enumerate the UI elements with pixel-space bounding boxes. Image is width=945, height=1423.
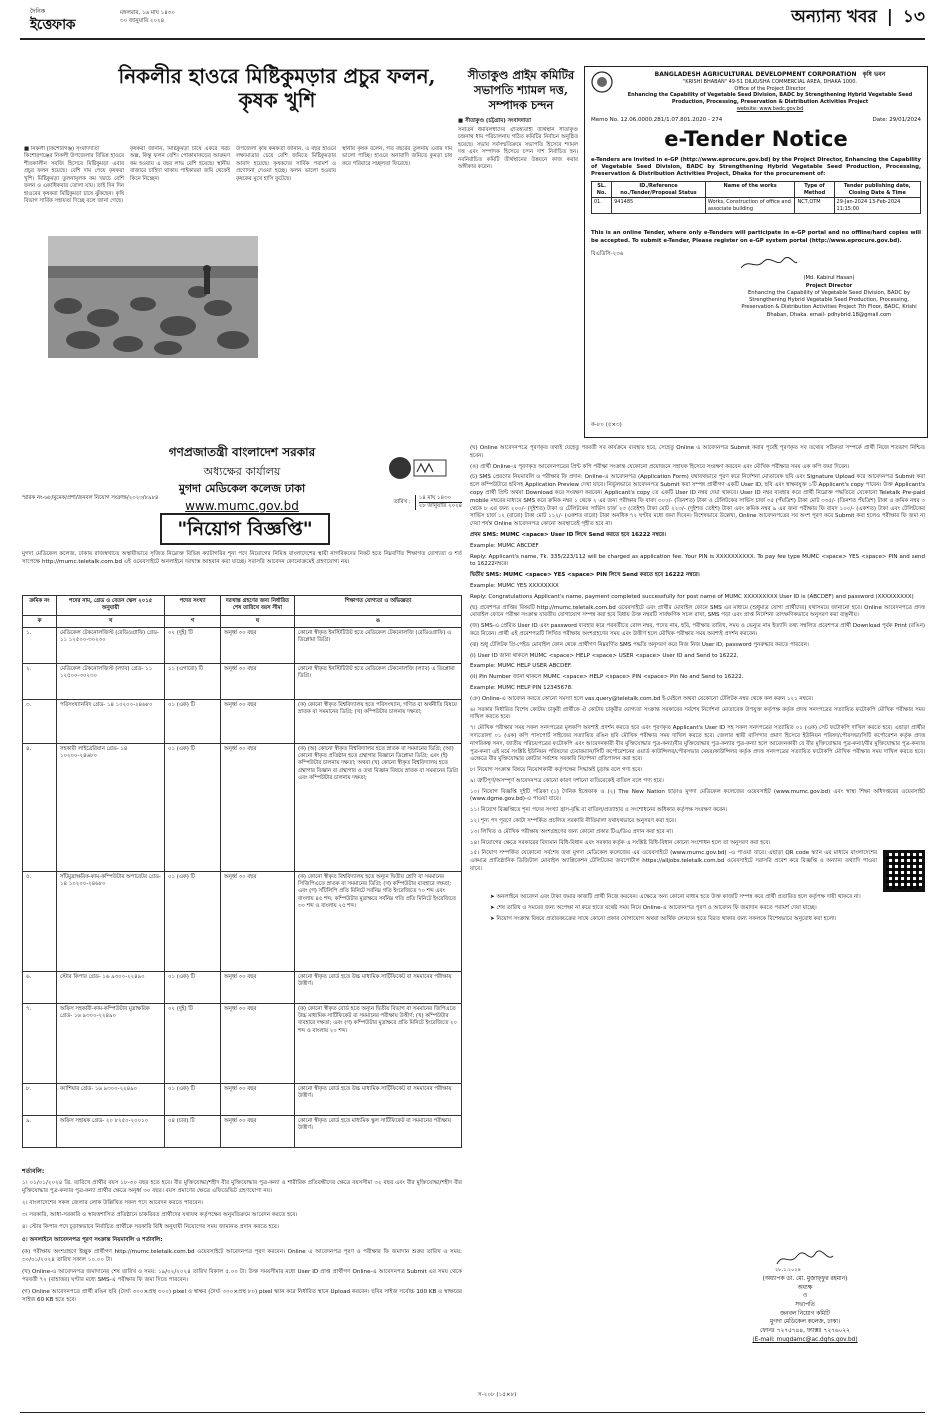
instruction-para: Example: MUMC HELP PIN 12345678. <box>470 684 573 691</box>
gov-line-1: গণপ্রজাতন্ত্রী বাংলাদেশ সরকার <box>168 445 316 459</box>
instruction-para: (ঞ) Online-এ আবেদন করতে কোনো সমস্যা হলে vas.query@teletalk.com.bd ই-মেইলে অথবা যেকোনো টেলিটক নম্বর থেকে কল করুন ১২১ নম্বরে। <box>470 695 814 702</box>
tender-signer: (Md. Kabirul Hasan) <box>803 275 855 282</box>
gov-date-en: ২৮ জানুয়ারি ২০২৪ <box>418 503 462 510</box>
tender-note: This is an online Tender, where only e-Tenders will participate in e-GP portal and no offline/hard copies will be accepted. To submit e-Tender, Please register on e-GP system portal (http://www.eprocure.gov.bd). <box>591 230 921 244</box>
tender-intro: e-Tenders are invited in e-GP (http://www.eprocure.gov.bd) by the Project Director, Enhancing the Capability of Vegetable Seed Division, BADC by Strengthening Hybrid Vegetable Seed Production, Processing, Preservation & Distribution Activities Project, Dhaka for the procurement of: <box>591 156 921 177</box>
instruction-para: Reply: Applicant's name, Tk. 335/223/112 will be charged as application fee. Your PIN is XXXXXXXXXX. To pay fee type MUMC <space> YES <space> PIN and send to 16222নম্বরে। <box>470 553 925 568</box>
instruction-para: Example: MUMC HELP USER ABCDEF. <box>470 663 572 670</box>
conditions-title: শর্তাবলি: <box>22 1168 45 1175</box>
conditions <box>22 1168 462 1304</box>
notice-title: "নিয়োগ বিজ্ঞপ্তি" <box>160 513 330 545</box>
instruction-para: ৯। ত্রুটিপূর্ণ/অসম্পূর্ণ আবেদনপত্র কোনো কারণ দর্শানো ব্যতিরেকেই বাতিল বলে গণ্য হবে। <box>470 777 664 784</box>
newspaper-logo <box>30 8 100 36</box>
logo-main: ইত্তেফাক <box>30 16 76 33</box>
story-headline: নিকলীর হাওরে মিষ্টিকুমড়ার প্রচুর ফলন, কৃষক খুশি <box>118 64 436 113</box>
tender-org: BANGLADESH AGRICULTURAL DEVELOPMENT CORPORATION কৃষি ভবন <box>654 71 886 78</box>
tender-header: Type of Method <box>795 182 834 198</box>
instruction-para: (চ) SMS প্রেরণের নিয়মাবলি ও পরীক্ষার ফি প্রদান: Online-এ আবেদনপত্র (Application Form) যথাযথভাবে পূরণ করে নির্দেশনা মোতাবেক ছবি এবং Signature Upload করে আবেদনপত্র Submit করা হলে কম্পিউটারে ছবিসহ Application Preview দেখা যাবে। নির্ভুলভাবে আবেদনপত্র Submit করা সম্পন্ন প্রার্থীগণ একটি User ID, ছবি এবং স্বাক্ষরযুক্ত ১টি Applicant's copy পাবেন। উক্ত Applicant's copy প্রার্থী প্রিন্ট অথবা Download করে সংরক্ষণ করবেন। Applicant's copy তে একটি User ID নম্বর দেয়া থাকবে। User ID নম্বর ব্যবহার করে প্রার্থী নিম্নোক্ত পদ্ধতিতে যেকোনো Teletalk Pre-paid mobile নম্বরের মাধ্যমে SMS করে ক্রমিক নম্বর ১ থেকে ২ এর জন্য পরীক্ষার ফি বাবদ ৩০০/- (তিনশত) টাকা ও টেলিটকের সার্ভিস চার্জ ৩৫ (পঁয়ত্রিশ) টাকা মোট ৩৩৫/- (তিনশত পঁয়ত্রিশ) টাকা ও ক্রমিক নম্বর ৩ থেকে ৮ এর জন্য ২০০/- (দুইশত) টাকা ও টেলিটকের সার্ভিস চার্জ ২৩ (তেইশ) টাকা মোট ২২৩/- (দুইশত তেইশ) টাকা এবং ক্রমিক নম্বর ৯ এর জন্য পরীক্ষার ফি বাবদ ১০০/- (একশত) টাকা এবং টেলিটকের সার্ভিস চার্জ ১২ (বারো) টাকা মোট ১১২/- (একশত বারো) টাকা অনধিক ৭২ ঘণ্টার মধ্যে জমা দিবেন। বিশেষভাবে উল্লেখ্য, Online আবেদনপত্রের সব অংশ পূরণ করে Submit করা হলেও পরীক্ষার ফি জমা না দেয়া পর্যন্ত Online আবেদনপত্র কোনো অবস্থাতেই গৃহীত হবে না। <box>470 474 925 528</box>
instruction-para: ৭। মৌখিক পরীক্ষার সময় সকল সনদপত্রের মূলকপি অবশ্যই প্রদর্শন করতে হবে এবং পূরণকৃত Applicant's User ID সহ সকল সনদপত্রের সত্যায়িত ০১ (এক) সেট ফটোকপি দাখিল করতে হবে। এছাড়া প্রার্থীর সদ্যতোলা ০১ (এক) কপি পাসপোর্ট সাইজের সত্যায়িত রঙিন ছবি মৌখিক পরীক্ষার সময় দাখিল করতে হবে। জেলার স্থায়ী বাসিন্দার প্রমাণ হিসেবে ইউনিয়ন পরিষদ/পৌরসভা/সিটি কর্পোরেশন কর্তৃক প্রদত্ত নাগরিকত্ব সনদ, জাতীয় পরিচয়পত্রের ফটোকপি এবং আবেদনকারী বীর মুক্তিযোদ্ধার পুত্র-কন্যা/বীর মুক্তিযোদ্ধার পুত্র-কন্যার পুত্র-কন্যা হলে আবেদনকারী যে বীর মুক্তিযোদ্ধার পুত্র-কন্যা/বীর মুক্তিযোদ্ধার পুত্র-কন্যার পুত্র-কন্যা এই মর্মে সংশ্লিষ্ট ইউনিয়ন পরিষদের চেয়ারম্যান/সিটি কর্পোরেশনের ওয়ার্ড কাউন্সিলর/পৌরসভার মেয়র/কাউন্সিলর কর্তৃক প্রদত্ত সনদপত্রের সত্যায়িত ফটোকপি মৌখিক পরীক্ষার সময় দাখিল করতে হবে। এক্ষেত্রে বীর মুক্তিযোদ্ধার কোটার সর্বশেষ সরকারি নির্দেশনা প্রতিপালন করা হবে। <box>470 725 925 763</box>
table-row: ৬. স্টোর কিপার গ্রেড- ১৬ ৯৩০০-২২৪৯০ ০১ (এক) টি অনূর্ধ্ব ৩০ বছর কোনো স্বীকৃত বোর্ড হতে উচ্চ মাধ্যমিক সার্টিফিকেট বা সমমানের পরীক্ষায় উত্তীর্ণ। <box>23 971 462 1003</box>
instruction-para: (ii) Pin Number জানা থাকলে MUMC <space> HELP <space> PIN <space> Pin No and Send to 16222. <box>470 674 744 681</box>
table-row: ২. মেডিকেল টেকনোলজিস্ট (ল্যাব) গ্রেড- ১১ ১২৫০০-৩০২৩০ ১১ (এগারো) টি অনূর্ধ্ব ৩০ বছর কোনো স্বীকৃত ইনস্টিটিউট হতে মেডিকেল টেকনোলজি (ল্যাব) এ ডিপ্লোমা ডিগ্রি। <box>23 663 462 699</box>
tender-date: Date: 29/01/2024 <box>872 116 921 123</box>
table-row: ৮. ক্যাশিয়ার গ্রেড- ১৬ ৯৩০০-২২৪৯০ ০১ (এক) টি অনূর্ধ্ব ৩০ বছর কোনো স্বীকৃত বোর্ড হতে উচ্চ মাধ্যমিক সার্টিফিকেট বা সমমানের পরীক্ষায় উত্তীর্ণ। <box>23 1083 462 1115</box>
list-item: ➤ অনলাইনে আবেদন এবং টাকা জমার কাজটি প্রার্থী নিজে করবেন। এক্ষেত্রে অন্য কোনো মাধ্যম হতে উক্ত কাজটি সম্পন্ন করে প্রার্থী প্রতারিত হলে কর্তৃপক্ষ দায়ী থাকবে না। <box>490 894 861 901</box>
instruction-para: (i) User ID জানা থাকলে MUMC <space> HELP <space> USER <space> User ID and Send to 16222. <box>470 652 739 659</box>
instruction-para: প্রথম SMS: MUMC <space> User ID লিখে Send করতে হবে 16222 নম্বরে। <box>470 531 667 538</box>
instruction-para: ১৩। লিখিত ও মৌখিক পরীক্ষায় অংশগ্রহণের জন্য কোনো প্রকার টিএ/ডিএ প্রদান করা হবে না। <box>470 828 674 835</box>
side-body: সনাতন ধর্মাবলম্বীদের ঐতিহ্যবাহী তীর্থস্থান সীতাকুণ্ড চন্দ্রনাথ ধাম পরিচালনায় গঠিত কমিটির নির্বাচন অনুষ্ঠিত হয়েছে। সভায় সর্বসম্মতিক্রমে সভাপতি হিসেবে শ্যামল দত্ত এবং সম্পাদক হিসেবে চন্দন দাশ নির্বাচিত হন। নবনির্বাচিত কমিটি তীর্থস্থানের উন্নয়নে কাজ করার অঙ্গীকার করেন। <box>458 127 578 171</box>
tender-header: SL. No. <box>592 182 612 198</box>
mujib-logo-icon <box>388 452 448 488</box>
instruction-para: Example: MUMC YES XXXXXXXX <box>470 582 559 589</box>
instructions-column <box>470 445 925 924</box>
instruction-para: (ছ) প্রবেশপত্র প্রাপ্তির বিষয়টি http://mumc.teletalk.com.bd ওয়েবসাইটে এবং প্রার্থীর মোবাইল ফোনে SMS এর মাধ্যমে (শুধুমাত্র যোগ্য প্রার্থীদের) যথাসময়ে জানানো হবে। Online আবেদনপত্রে প্রদত্ত মোবাইল ফোনে পরীক্ষা সংক্রান্ত যাবতীয় যোগাযোগ সম্পন্ন করা হবে বিধায় উক্ত নম্বরটি সার্বক্ষণিক সচল রাখা, SMS পড়া এবং প্রাপ্ত নির্দেশনা তাৎক্ষণিকভাবে অনুসরণ করা বাঞ্ছনীয়। <box>470 604 925 619</box>
side-headline: সীতাকুণ্ড প্রাইম কমিটির সভাপতি শ্যামল দত্ত, সম্পাদক চন্দন <box>467 68 575 112</box>
tender-signer-title: Project Director <box>805 282 853 289</box>
tender-header: Name of the works <box>705 182 795 198</box>
tender-signer-detail: Enhancing the Capability of Vegetable Seed Division, BADC by Strengthening Hybrid Vegetable Seed Production, Processing, Preservation & Distribution Activities Project 7th Floor, BADC, Krishi Bhaban, Dhaka. email- pdhybrid.18@gmail.com <box>741 289 917 318</box>
jobs-header: ক্রমিক নং <box>23 596 57 616</box>
jobs-header: শিক্ষাগত যোগ্যতা ও অভিজ্ঞতা <box>295 596 462 616</box>
tender-signer-block <box>739 275 919 319</box>
signature-icon <box>775 1248 835 1268</box>
tender-address: "KRISHI BHABAN" 49-51 DILKUSHA COMMERCIAL AREA, DHAKA 1000. <box>683 78 857 85</box>
jobs-header: দরখাস্ত গ্রহণের জন্য নির্ধারিত শেষ তারিখে বয়স সীমা <box>221 596 295 616</box>
instruction-para: ১৪। নিয়োগের ক্ষেত্রে সরকারের বিদ্যমান বিধি-বিধান এবং সরকার কর্তৃক এ সংশ্লিষ্ট বিধি-বিধান কোনো সংশোধন হলে তা অনুসরণ করা হবে। <box>470 839 771 846</box>
instruction-para: ১২। শূন্য পদ পূরণে কোটা সম্পর্কিত প্রচলিত সরকারি নীতিমালা যথাযথভাবে অনুসরণ করা হবে। <box>470 818 677 825</box>
jobs-table <box>22 595 462 1148</box>
tender-memo-row <box>591 117 921 124</box>
side-dateline: ■ সীতাকুণ্ড (চট্টগ্রাম) সংবাদদাতা <box>458 118 531 124</box>
instruction-para: দ্বিতীয় SMS: MUMC <space> YES <space> PIN লিখে Send করতে হবে 16222 নম্বরে। <box>470 572 700 579</box>
table-row: ৭. অফিস সহকারী-কাম-কম্পিউটার মুদ্রাক্ষরিক গ্রেড- ১৬ ৯৩০০-২২৪৯০ ০২ (দুই) টি অনূর্ধ্ব ৩০ বছর (ক) কোনো স্বীকৃত বোর্ড হতে অন্যূন দ্বিতীয় বিভাগ বা সমমানের জিপিএতে উচ্চ মাধ্যমিক সার্টিফিকেট বা সমমানের পরীক্ষায় উত্তীর্ণ; (খ) কম্পিউটার ব্যবহারে দক্ষতা; এবং (গ) কম্পিউটার মুদ্রাক্ষরে প্রতি মিনিটে ইংরেজিতে ২০ শব্দ ও বাংলায় ২০ শব্দ। <box>23 1003 462 1083</box>
principal-signer-block: (অধ্যাপক ডা. মো. মুজাফ্ফুর রহমান) অধ্যক্ষ ও সভাপতি জনবল নিয়োগ কমিটি মুগদা মেডিকেল কলেজ, ঢাকা। ফোনঃ ৭২৭৫৭৪৪, ফ্যাক্সঃ ৭২৭৬০২২ (E-mail: mugdamc@ac.dghs.gov.bd) <box>690 1275 920 1345</box>
condition-item: ৫। অনলাইনে আবেদনপত্র পূরণ সংক্রান্ত নিয়মাবলি ও শর্তাবলি: <box>22 1236 163 1243</box>
mujib-100-logo <box>388 452 448 488</box>
contact-phone: ফোনঃ ৭২৭৫৭৪৪, ফ্যাক্সঃ ৭২৭৬০২২ <box>760 1328 850 1335</box>
logo-top: দৈনিক <box>30 8 46 15</box>
principal-signature <box>775 1248 855 1274</box>
signature-icon <box>739 256 799 272</box>
page-number: ১৩ <box>902 7 925 27</box>
table-row: ৫. সাঁটমুদ্রাক্ষরিক-কাম-কম্পিউটার অপারেটর গ্রেড- ১৪ ১০২০০-২৪৬৮০ ০১ (এক) টি অনূর্ধ্ব ৩০ বছর (ক) কোনো স্বীকৃত বিশ্ববিদ্যালয় হতে অন্যূন দ্বিতীয় শ্রেণি বা সমমানের সিজিপিএতে স্নাতক বা সমমানের ডিগ্রি; (খ) কম্পিউটার ব্যবহারে দক্ষতা; এবং (গ) সাঁটলিপি প্রতি মিনিটে সর্বনিম্ন গতি ইংরেজিতে ৭০ শব্দ এবং বাংলায় ৪৫ শব্দ; কম্পিউটার মুদ্রাক্ষরে সর্বনিম্ন গতি প্রতি মিনিটে ইংরেজিতে ৩০ শব্দ ও বাংলায় ২৫ শব্দ। <box>23 871 462 971</box>
instruction-para: (জ) SMS-এ প্রেরিত User ID এবং password ব্যবহার করে পরবর্তীতে রোল নম্বর, পদের নাম, ছবি, পরীক্ষার তারিখ, সময় ও ভেন্যুর নাম ইত্যাদি তথ্য সম্বলিত প্রবেশপত্র প্রার্থী Download পূর্বক Print (রঙিন) করে নিবেন। প্রার্থী এই প্রবেশপত্রটি লিখিত পরীক্ষায় অংশগ্রহণের সময় এবং উত্তীর্ণ হলে মৌখিক পরীক্ষার সময় অবশ্যই প্রদর্শন করবেন। <box>470 623 925 637</box>
list-item: ➤ শেষ তারিখ ও সময়ের জন্য অপেক্ষা না করে হাতে যথেষ্ট সময় নিয়ে Online-এ আবেদনপত্র পূরণ ও আবেদন ফি জমাদান করতে পরামর্শ দেয়া যাচ্ছে। <box>490 905 817 912</box>
instruction-para: (ঘ) Online আবেদনপত্রে পূরণকৃত তথ্যই যেহেতু পরবর্তী সব কার্যক্রমে ব্যবহৃত হবে, সেহেতু Online এ আবেদনপত্র Submit করার পূর্বেই পূরণকৃত সব তথ্যের সঠিকতা সম্পর্কে প্রার্থী নিজে শতভাগ নিশ্চিত হবেন। <box>470 445 925 459</box>
instruction-para: ১০। নিয়োগ বিজ্ঞপ্তি দুইটি পত্রিকা (১) দৈনিক ইত্তেফাক ও (২) The New Nation ছাড়াও মুগদা মেডিকেল কলেজের ওয়েবসাইট (www.mumc.gov.bd) এবং স্বাস্থ্য শিক্ষা অধিদপ্তরের ওয়েবসাইট (www.dgme.gov.bd)-এ পাওয়া যাবে। <box>470 788 925 803</box>
contact-email[interactable]: (E-mail: mugdamc@ac.dghs.gov.bd) <box>752 1336 858 1343</box>
table-row: ৪. সহকারী লাইব্রেরিয়ান গ্রেড- ১৪ ১০২০০-২৪৬৮০ ০১ (এক) টি অনূর্ধ্ব ৩০ বছর (ক) (অ) কোনো স্বীকৃত বিশ্ববিদ্যালয় হতে স্নাতক বা সমমানের ডিগ্রি; (আ) কোনো স্বীকৃত প্রতিষ্ঠান হতে গ্রন্থাগার বিজ্ঞানে ডিপ্লোমা ডিগ্রি; এবং (ই) কম্পিউটার চালনায় দক্ষতা; অথবা (খ) কোনো স্বীকৃত বিশ্ববিদ্যালয় হতে গ্রন্থাগার বিজ্ঞান বা গ্রন্থাগার ও তথ্য বিজ্ঞান বিষয়ে স্নাতক বা সমমানের ডিগ্রি এবং কম্পিউটার চালনায় দক্ষতা; <box>23 743 462 871</box>
section-name: অন্যান্য খবর <box>791 7 877 27</box>
bottom-rule <box>20 1412 925 1413</box>
gov-intro: মুগদা মেডিকেল কলেজ, ঢাকায় রাজস্বখাতে অস্থায়ীভাবে সৃজিত নিম্নোক্ত বিভিন্ন ক্যাটাগরির শূন্য পদে নিয়োগের নিমিত্ত বাংলাদেশের স্থায়ী নাগরিকদের নিকট হতে নিম্নবর্ণিত শিক্ষাগত যোগ্যতা ও শর্ত সাপেক্ষে http://mumc.teletalk.com.bd এই ওয়েবসাইটে অনলাইনে দরখাস্ত আহবান করা যাচ্ছে। সরাসরি আবেদন কোনোক্রমেই গ্রহণযোগ্য নয়। <box>22 551 462 566</box>
gov-date-bn: ১৪ মাঘ ১৪৩০ <box>419 495 462 503</box>
instruction-para: (ঝ) শুধু টেলিটক প্রি-পেইড মোবাইল ফোন থেকে প্রার্থীগণ নিম্নবর্ণিত SMS পদ্ধতি অনুসরণ করে নিজ নিজ User ID, password পুনরুদ্ধার করতে পারবেন। <box>470 641 809 648</box>
instruction-para: Example: MUMC ABCDEF <box>470 542 539 549</box>
tender-project: Enhancing the Capability of Vegetable Seed Division, BADC by Strengthening Hybrid Vegetable Seed Production, Processing, Preservation & Distribution Activities Project <box>627 92 913 106</box>
jobs-letter-row: ক খ গ ঘ ঙ <box>23 615 462 627</box>
condition-item: ১। ০১/০১/২০২৪ খ্রি. তারিখে প্রার্থীর বয়স ১৮-৩০ বছর হতে হবে। বীর মুক্তিযোদ্ধা/শহীদ বীর মুক্তিযোদ্ধার পুত্র-কন্যা ও শারীরিক প্রতিবন্ধীদের ক্ষেত্রে বয়সসীমা ৩২ বছর এবং বীর মুক্তিযোদ্ধা/শহীদ বীর মুক্তিযোদ্ধার পুত্র-কন্যার পুত্র-কন্যা প্রার্থীর ক্ষেত্রে অনূর্ধ্ব ৩০ বছর। বয়স প্রমাণের ক্ষেত্রে এফিডেভিট গ্রহণযোগ্য নয়। <box>22 1179 462 1195</box>
header-date: মঙ্গলবার, ১৬ মাঘ ১৪৩০ ৩০ জানুয়ারি ২০২৪ <box>120 10 175 24</box>
tender-memo: Memo No. 12.06.0000.281/1.07.801.2020 - 274 <box>591 116 723 123</box>
condition-item: (খ) Online-এ আবেদনপত্র জমাদানের শেষ তারিখ ও সময়: ১৯/০২/২০২৪ তারিখ বিকাল ৫.০০ টা। উক্ত সময়সীমার মধ্যে User ID প্রাপ্ত প্রার্থীগণ Online-এ আবেদনপত্র Submit এর সময় থেকে পরবর্তী ৭২ (বাহাত্তর) ঘণ্টার মধ্যে SMS-এ পরীক্ষার ফি জমা দিতে পারবেন। <box>22 1268 462 1283</box>
condition-item: ২। বাংলাদেশের সকল জেলার লোক উল্লিখিত সকল পদে আবেদন করতে পারবেন। <box>22 1200 204 1207</box>
instruction-para: (ঙ) প্রার্থী Online-এ পূরণকৃত আবেদনপত্রের প্রিন্ট কপি পরীক্ষা সংক্রান্ত যেকোনো প্রয়োজনে সহায়ক হিসেবে সংরক্ষণ করবেন এবং মৌখিক পরীক্ষার সময় এক কপি জমা দিবেন। <box>470 463 850 470</box>
tender-website: website: www.badc.gov.bd <box>736 105 804 112</box>
table-row: ৩. পরিসংখ্যানবিদ গ্রেড- ১৪ ১০২০০-২৪৬৮০ ০১ (এক) টি অনূর্ধ্ব ৩০ বছর (ক) কোনো স্বীকৃত বিশ্ববিদ্যালয় হতে পরিসংখ্যান, গণিত বা অর্থনীতি বিষয়ে স্নাতক বা সমমানের ডিগ্রি; (খ) কম্পিউটার চালনায় দক্ষতা; <box>23 699 462 743</box>
condition-item: ৪। স্টোর কিপার পদে চূড়ান্তভাবে নির্বাচিত প্রার্থীকে সরকারি বিধি অনুযায়ী নিয়োগের সময় জামানত প্রদান করতে হবে। <box>22 1224 279 1231</box>
section-title: অন্যান্য খবর | ১৩ <box>791 7 925 27</box>
gov-memo: স্মারক নং-৬৮/মুমেক/প্রশা/জনবল নিয়োগ সংক্রান্ত/২০২৩/৮৯৮৪ <box>22 495 159 501</box>
gov-line-2: অধ্যক্ষের কার্যালয় <box>203 464 281 478</box>
tender-gd: বিএডিসি-২৩৬ <box>591 250 624 257</box>
instruction-para: ৬। সরকার নির্ধারিত বিশেষ কোটায় চাকুরী প্রার্থীকে ঐ কোটায় চাকুরীর যোগ্যতা সংক্রান্ত সরকারের সর্বশেষ নির্দেশনা মোতাবেক উপযুক্ত কর্তৃপক্ষ কর্তৃক প্রদত্ত সনদপত্রের সত্যায়িত ফটোকপি মৌখিক পরীক্ষার সময় দাখিল করতে হবে। <box>470 706 925 721</box>
condition-item: (গ) Online আবেদনপত্রে প্রার্থী রঙিন ছবি (দৈর্ঘ্য ৩০০×প্রস্থ ৩০০) pixel ও স্বাক্ষর (দৈর্ঘ্য ৩০০×প্রস্থ ৮০) pixel স্ক্যান করে নির্ধারিত স্থানে Upload করবেন। ছবির সাইজ সর্বোচ্চ 100 KB ও স্বাক্ষরের সাইজ 60 KB হতে হবে। <box>22 1289 462 1304</box>
signer-name: (অধ্যাপক ডা. মো. মুজাফ্ফুর রহমান) <box>762 1276 848 1282</box>
story-col-3: উপজেলা কৃষি কর্মকর্তা জানান, এ বছর হাওরে লক্ষ্যমাত্রার চেয়ে বেশি জমিতে মিষ্টিকুমড়ার আবাদ হয়েছে। কৃষকদের সার্বিক পরামর্শ ও প্রণোদনা দেওয়া হচ্ছে। ফলন ভালো হওয়ায় কৃষকের মুখে হাসি ফুটেছে। <box>236 146 336 182</box>
tender-code: ক-৮০ (৫×৩) <box>591 421 622 428</box>
story-col-4: স্থানীয় কৃষক বলেন, গত বছরের তুলনায় এবার দাম ভালো পাচ্ছি। হাওরে অনাবাদি জমিতে কুমড়া চাষ করে পরিবারে সচ্ছলতা ফিরেছে। <box>342 146 452 167</box>
signature-date: ২৮.১.২০২৪ <box>775 1267 801 1274</box>
story-col-1: ■ নিকলী (কিশোরগঞ্জ) সংবাদদাতা কিশোরগঞ্জের নিকলী উপজেলার বিভিন্ন হাওরে শীতকালীন সবজি হিসেবে মিষ্টিকুমড়া এবার প্রচুর ফলন হয়েছে। বেশি দাম পেয়ে কৃষকরা খুশি। মিষ্টিকুমড়া তুলনামূলক কম খরচে বেশি ফলন ও একাধিকবার তোলা যায়। তাই দিন দিন হাওরের কৃষকরা মিষ্টিকুমড়া চাষে ঝুঁকছেন। কৃষি বিভাগ সার্বিক সহায়তা দিচ্ছে বলে জানা গেছে। <box>24 146 124 205</box>
table-row: ১. মেডিকেল টেকনোলজিস্ট (রেডিওগ্রাফি) গ্রেড- ১১ ১২৫০০-৩০২৩০ ০২ (দুই) টি অনূর্ধ্ব ৩০ বছর কোনো স্বীকৃত ইনস্টিটিউট হতে মেডিকেল টেকনোলজি (রেডিওগ্রাফি) এ ডিপ্লোমা ডিগ্রি। <box>23 627 462 663</box>
gov-memo-row <box>22 495 462 510</box>
instruction-para: Reply: Congratulations Applicant's name, payment completed successfully for post name of MUMC XXXXXXXXX User ID is (ABCDEF) and password (XXXXXXXXX) <box>470 593 914 600</box>
instruction-para: ১৫। নিয়োগ সম্পর্কিত যেকোনো সর্বশেষ তথ্য মুগদা মেডিকেল কলেজের এর ওয়েবসাইটে (www.mumc.gov.bd) -এ পাওয়া যাবে। এছাড়া QR code স্ক্যান এর মাধ্যমে বাংলাদেশের একমাত্র প্রাতিষ্ঠানিক ডিজিটাল মোবাইল অ্যাপ্লিকেশন টেলিটকের জবপোর্টাল https://alljobs.teletalk.com.bd ওয়েবসাইটে সরাসরি প্রবেশ করে বিজ্ঞপ্তি ও অন্যান্য তথ্যাদি পাওয়া যাবে। <box>470 850 877 873</box>
gov-line-4: www.mumc.gov.bd <box>185 498 299 513</box>
condition-item: (ক) পরীক্ষায় অংশগ্রহণে ইচ্ছুক প্রার্থীগণ http://mumc.teletalk.com.bd ওয়েবসাইটে আবেদনপত্র পূরণ করবেন। Online এ আবেদনপত্র পূরণ ও পরীক্ষার ফি জমাদান শুরুর তারিখ ও সময়: ৩০/০১/২০২৪ তারিখ সকাল ১০.০০ টা। <box>22 1248 462 1263</box>
jobs-header-row <box>23 596 462 616</box>
instruction-para: ৮। নিয়োগ সংক্রান্ত বিষয়ে নিয়োগকারী কর্তৃপক্ষের সিদ্ধান্তই চূড়ান্ত বলে গণ্য হবে। <box>470 767 643 774</box>
warning-list <box>490 894 925 923</box>
instruction-para: ১১। নিয়োগ বিজ্ঞপ্তিতে শূন্য পদের সংখ্যা হ্রাস-বৃদ্ধি বা বাতিল/প্রত্যাহার ও সংশোধনের অধিকার কর্তৃপক্ষ সংরক্ষণ করেন। <box>470 807 728 814</box>
tender-table <box>591 181 921 214</box>
tender-signature <box>739 256 921 275</box>
qr-code-icon[interactable] <box>883 850 925 892</box>
header-rule <box>20 38 925 40</box>
tender-header: Tender publishing date, Closing Date & Time <box>834 182 920 198</box>
condition-item: ৩। সরকারি, আধা-সরকারি ও স্বায়ত্তশাসিত প্রতিষ্ঠানে চাকরিরত প্রার্থীদের যথাযথ কর্তৃপক্ষের অনুমতিক্রমে আবেদন করতে হবে। <box>22 1212 298 1219</box>
list-item: ➤ নিয়োগ সংক্রান্ত বিষয়ে প্রতারকচক্রের সাথে কোনো প্রকার যোগাযোগ অথবা আর্থিক লেনদেন হতে বিরত থাকার জন্য সকলকে বিশেষভাবে অনুরোধ করা হলো। <box>490 916 837 923</box>
jobs-header: পদের সংখ্যা <box>165 596 221 616</box>
pumpkin-field-photo <box>48 236 258 358</box>
tender-header: ID./Reference no./Tender/Proposal Status <box>612 182 706 198</box>
tender-office: Office of the Project Director <box>734 85 806 92</box>
badc-logo-icon <box>591 71 613 93</box>
ad-code: স-২০৮ (১৫×৮) <box>478 1392 517 1398</box>
tender-row: 01. 941485 Works, Construction of office and associate building NCT,OTM 29-Jan-2024 13-Feb-2024 11:15:00 <box>592 198 921 214</box>
gov-date-label: তারিখ : <box>393 499 411 506</box>
jobs-header: পদের নাম, গ্রেড ও বেতন স্কেল ২০১৫ অনুযায়ী <box>57 596 165 616</box>
story-col-2: কৃষকরা জানান, মিষ্টিকুমড়া চাষে একরে খরচ অল্প, কিন্তু ফলন বেশি। পোকামাকড়ের আক্রমণ কম হওয়ায় এ বছর লাভ বেশি হয়েছে। স্থানীয় বাজারে চাহিদা থাকায় পাইকাররা জমি থেকেই কিনে নিচ্ছেন। <box>130 146 230 182</box>
tender-title: e-Tender Notice <box>664 126 848 151</box>
table-row: ৯. অফিস সহায়ক গ্রেড- ২০ ৮২৫০-২০০১০ ০৪ (চার) টি অনূর্ধ্ব ৩০ বছর কোনো স্বীকৃত বোর্ড হতে মাধ্যমিক স্কুল সার্টিফিকেট বা সমমানের পরীক্ষায় উত্তীর্ণ। <box>23 1115 462 1147</box>
gov-line-3: মুগদা মেডিকেল কলেজ ঢাকা <box>178 482 306 496</box>
tender-notice <box>584 66 928 438</box>
